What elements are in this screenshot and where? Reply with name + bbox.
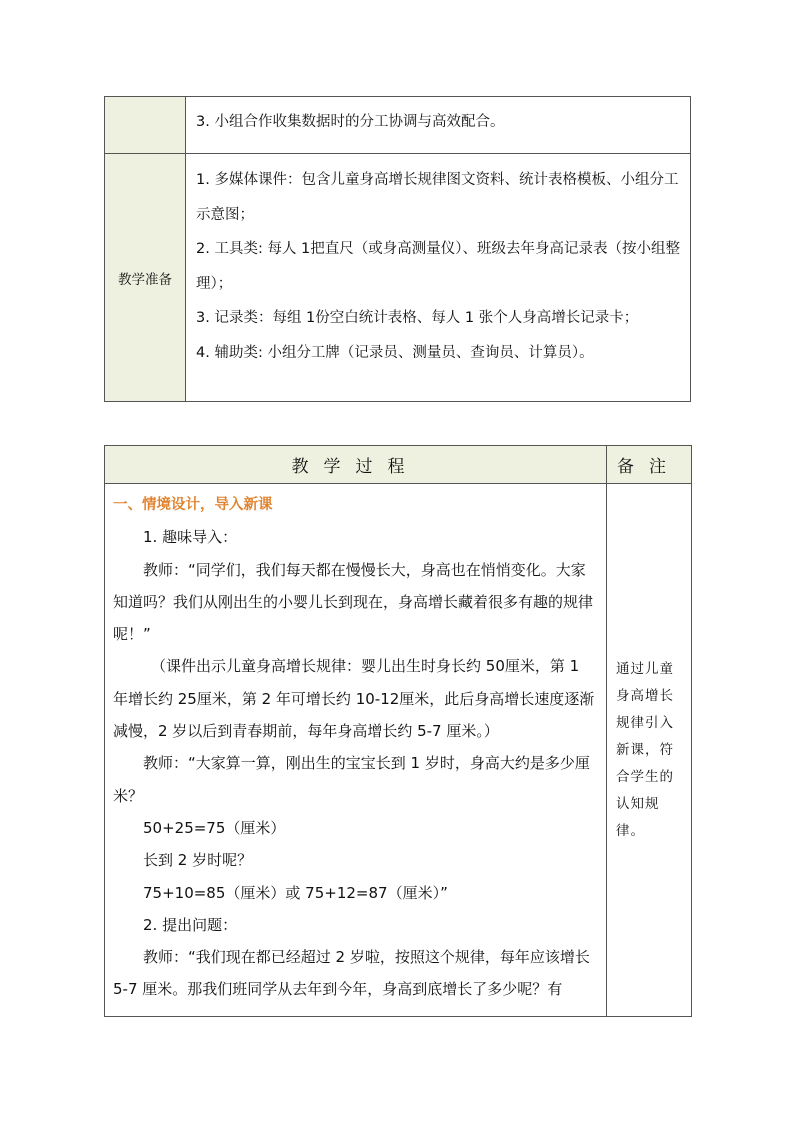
teaching-process-table <box>104 445 692 1017</box>
teaching-prep-table <box>104 96 691 402</box>
prep-item-3: 3. 记录类：每组 1份空白统计表格、每人 1 张个人身高增长记录卡； <box>196 310 639 326</box>
calculation-1: 50+25=75（厘米） <box>143 818 286 837</box>
section-title: 一、情境设计，导入新课 <box>113 497 273 513</box>
prep-item-1: 1. 多媒体课件：包含儿童身高增长规律图文资料、统计表格模板、小组分工示意图； <box>196 172 679 223</box>
goal-row <box>105 97 691 154</box>
process-body-row <box>105 484 692 1017</box>
prep-item-2: 2. 工具类: 每人 1把直尺（或身高测量仪）、班级去年身高记录表（按小组整理）； <box>196 241 681 292</box>
calculation-2: 75+10=85（厘米）或 75+12=87（厘米）” <box>143 883 448 902</box>
process-content-cell <box>105 484 607 1017</box>
goal-label-cell <box>105 97 186 154</box>
prep-content-cell <box>186 154 691 402</box>
teacher-speech-3: 教师：“我们现在都已经超过 2 岁啦，按照这个规律，每年应该增长 5-7 厘米。那我们班同学从去年到今年，身高到底增长了多少呢？有 <box>113 948 590 999</box>
goal-content-cell <box>186 97 691 154</box>
teacher-speech-1: 教师：“同学们，我们每天都在慢慢长大，身高也在悄悄变化。大家知道吗？我们从刚出生的小婴儿长到现在，身高增长藏着很多有趣的规律呢！” <box>113 560 594 644</box>
notes-cell <box>607 484 692 1017</box>
subheading-raise-question: 2. 提出问题： <box>143 915 238 934</box>
prep-item-4: 4. 辅助类: 小组分工牌（记录员、测量员、查询员、计算员）。 <box>196 344 594 361</box>
courseware-note: （课件出示儿童身高增长规律：婴儿出生时身长约 50厘米，第 1 年增长约 25厘米，第 2 年可增长约 10-12厘米，此后身高增长速度逐渐减慢，2 岁以后到青春期前，每年身高增长约 5-7 厘米。） <box>113 657 595 741</box>
goal-line: 3. 小组合作收集数据时的分工协调与高效配合。 <box>196 114 505 130</box>
prep-label: 教学准备 <box>105 154 186 402</box>
prep-row <box>105 154 691 402</box>
notes-text: 通过儿童身高增长规律引入新课，符合学生的认知规律。 <box>616 660 674 839</box>
teacher-speech-2: 教师：“大家算一算，刚出生的宝宝长到 1 岁时，身高大约是多少厘米？ <box>113 754 590 805</box>
notes-header: 备注 <box>607 446 692 484</box>
subheading-interest-intro: 1. 趣味导入： <box>143 528 238 547</box>
question-2: 长到 2 岁时呢？ <box>143 851 253 870</box>
process-header-row <box>105 446 692 484</box>
process-header: 教学过程 <box>105 446 607 484</box>
